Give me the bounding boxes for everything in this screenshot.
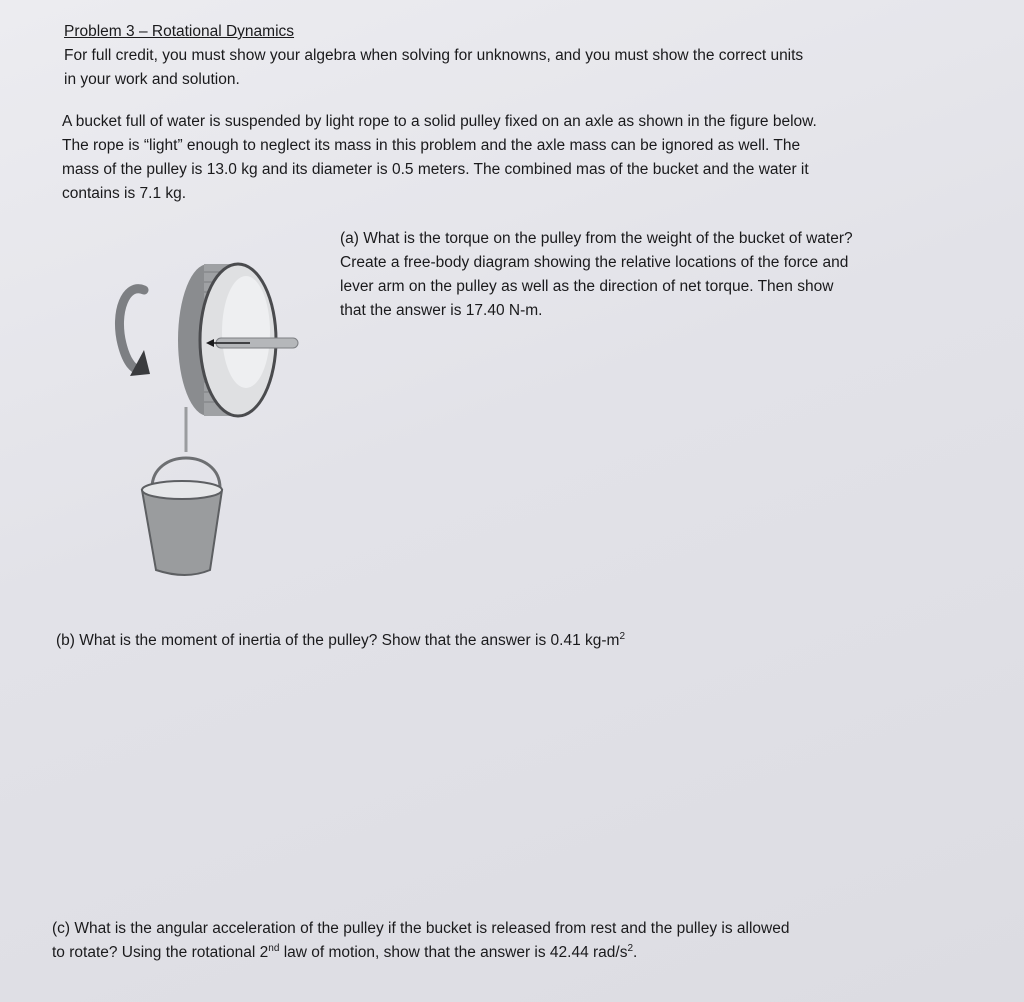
- part-c-line: law of motion, show that the answer is 42.44 rad/s: [279, 944, 628, 961]
- problem-description: [62, 110, 982, 206]
- part-a-line: (a) What is the torque on the pulley from the weight of the bucket of water?: [340, 230, 853, 247]
- part-c-question: [52, 917, 992, 965]
- problem-title: Problem 3 – Rotational Dynamics: [64, 23, 295, 40]
- instructions-paragraph: [64, 44, 964, 92]
- part-c-line: to rotate? Using the rotational 2: [52, 944, 269, 961]
- instructions-line: For full credit, you must show your algebra when solving for unknowns, and you must show the correct units: [64, 47, 804, 64]
- part-c-superscript-nd: nd: [268, 942, 280, 954]
- pulley-bucket-figure: [100, 252, 320, 582]
- part-c-superscript-2: 2: [627, 942, 634, 954]
- part-a-line: that the answer is 17.40 N-m.: [340, 302, 543, 319]
- part-b-text: (b) What is the moment of inertia of the pulley? Show that the answer is 0.41 kg-m: [56, 632, 620, 649]
- description-line: contains is 7.1 kg.: [62, 185, 187, 202]
- description-line: A bucket full of water is suspended by light rope to a solid pulley fixed on an axle as shown in the figure below.: [62, 113, 817, 130]
- part-a-line: lever arm on the pulley as well as the direction of net torque. Then show: [340, 278, 834, 295]
- description-line: mass of the pulley is 13.0 kg and its diameter is 0.5 meters. The combined mas of the bucket and the water it: [62, 161, 809, 178]
- part-c-period: .: [633, 944, 638, 961]
- part-b-question: [56, 629, 956, 653]
- description-line: The rope is “light” enough to neglect its mass in this problem and the axle mass can be ignored as well. The: [62, 137, 801, 154]
- part-a-line: Create a free-body diagram showing the relative locations of the force and: [340, 254, 849, 271]
- part-c-line: (c) What is the angular acceleration of the pulley if the bucket is released from rest and the pulley is allowed: [52, 920, 790, 937]
- instructions-line: in your work and solution.: [64, 71, 240, 88]
- part-b-superscript: 2: [619, 630, 625, 642]
- part-a-question: [340, 227, 980, 323]
- bucket: [142, 490, 222, 575]
